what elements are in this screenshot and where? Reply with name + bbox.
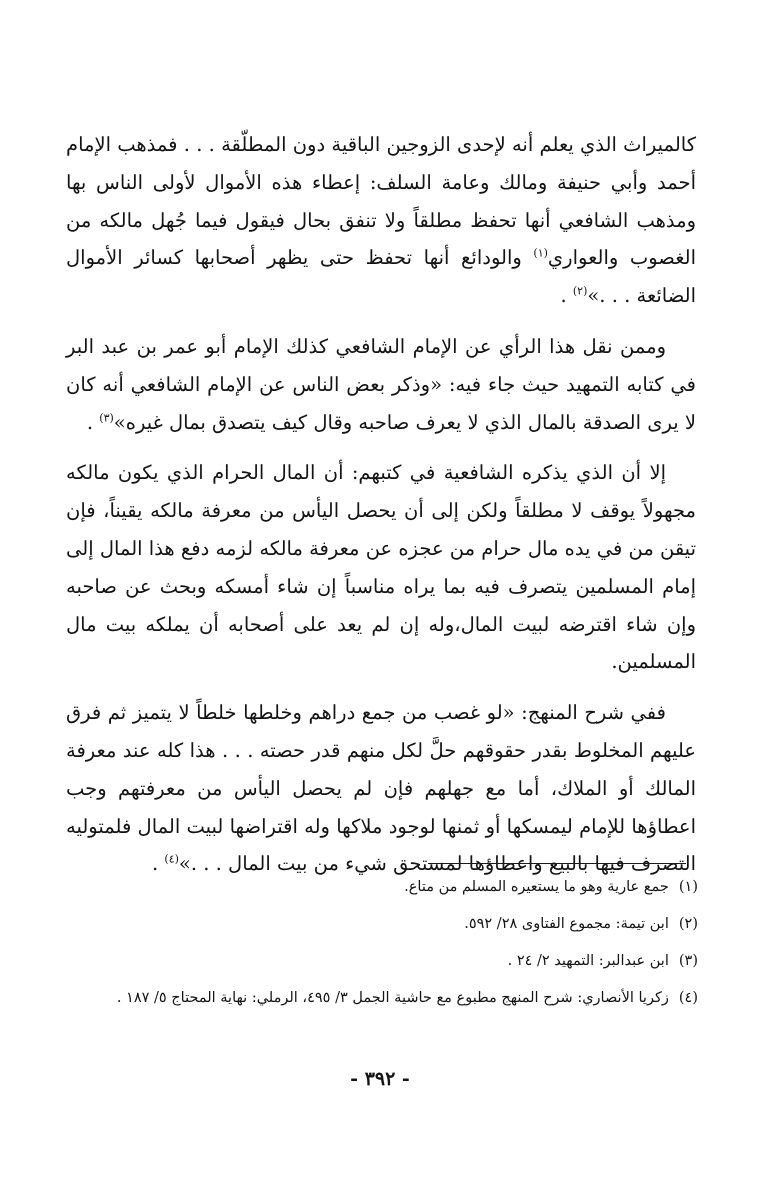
footnote-text: ابن عبدالبر: التمهيد ٢/ ٢٤ . — [507, 953, 669, 969]
footnote-ref-1: (١) — [533, 246, 548, 260]
footnote-ref-2: (٢) — [572, 284, 588, 298]
footnote-text: زكريا الأنصاري: شرح المنهج مطبوع مع حاشية الجمل ٣/ ٤٩٥، الرملي: نهاية المحتاج ٥/ ١٨٧ . — [116, 990, 669, 1006]
footnote-separator — [428, 863, 686, 864]
paragraph-3-text: إلا أن الذي يذكره الشافعية في كتبهم: أن المال الحرام الذي يكون مالكه مجهولاً يوقف لا مطلقاً ولكن إلى أن يحصل اليأس من معرفة مالكه يقيناً، فإن تيقن من في يده مال حرام من عجزه عن معرفة مالكه لزمه دفع هذا المال إلى إمام المسلمين يتصرف فيه بما يراه مناسباً إن شاء أمسكه وبحث عن صاحبه وإن شاء اقترضه لبيت المال،وله إن لم يعد على أصحابه أن يملكه بيت مال المسلمين. — [66, 461, 696, 674]
paragraph-1-text: كالميراث الذي يعلم أنه لإحدى الزوجين الباقية دون المطلّقة . . . فمذهب الإمام أحمد وأبي حنيفة ومالك وعامة السلف: إعطاء هذه الأموال لأولى الناس بها ومذهب الشافعي أنها تحفظ مطلقاً ولا تنفق بحال فيقول فيما جُهل مالكه من الغصوب والعواري — [66, 133, 696, 270]
footnote-3 — [66, 950, 698, 972]
paragraph-gap — [66, 315, 696, 328]
footnote-1 — [66, 876, 698, 898]
paragraph-2-end: . — [86, 410, 100, 434]
paragraph-2 — [66, 328, 696, 441]
main-text — [66, 126, 696, 883]
footnotes — [66, 876, 698, 1024]
paragraph-1 — [66, 126, 696, 315]
footnote-ref-4: (٤) — [164, 852, 179, 866]
footnote-text: جمع عارية وهو ما يستعيره المسلم من متاع. — [404, 879, 669, 895]
paragraph-4-end: . — [152, 852, 165, 876]
paragraph-3 — [66, 454, 696, 681]
paragraph-4-text: ففي شرح المنهج: «لو غصب من جمع دراهم وخلطها خلطاً لا يتميز ثم فرق عليهم المخلوط بقدر حقوقهم حلَّ لكل منهم قدر حصته . . . هذا كله عند معرفة المالك أو الملاك، أما مع جهلهم فإن لم يحصل اليأس من معرفتهم وجب اعطاؤها للإمام ليمسكها أو ثمنها لوجود ملاكها وله اقتراضها لبيت المال فلمتوليه التصرف فيها بالبيع واعطاؤها لمستحق شيء من بيت المال . . .» — [66, 701, 696, 876]
paragraph-4 — [66, 694, 696, 883]
paragraph-gap — [66, 681, 696, 694]
paragraph-2-text: وممن نقل هذا الرأي عن الإمام الشافعي كذلك الإمام أبو عمر بن عبد البر في كتابه التمهيد حيث جاء فيه: «وذكر بعض الناس عن الإمام الشافعي أنه كان لا يرى الصدقة بالمال الذي لا يعرف صاحبه وقال كيف يتصدق بمال غيره» — [66, 334, 696, 434]
footnote-number: (٤) — [678, 990, 698, 1006]
footnote-4 — [66, 987, 698, 1009]
page-number: - ٣٩٢ - — [350, 1068, 410, 1090]
footnote-2 — [66, 913, 698, 935]
footnote-number: (٣) — [678, 953, 698, 969]
footnote-text: ابن تيمة: مجموع الفتاوى ٢٨/ ٥٩٢. — [464, 916, 669, 932]
paragraph-gap — [66, 441, 696, 454]
footnote-ref-3: (٣) — [99, 411, 114, 425]
footnote-number: (١) — [678, 879, 698, 895]
paragraph-1-end: . — [560, 284, 573, 308]
footnote-number: (٢) — [678, 916, 698, 932]
paragraph-1-text-continued: والودائع أنها تحفظ حتى يظهر أصحابها كسائر الأموال الضائعة . . .» — [66, 246, 696, 308]
